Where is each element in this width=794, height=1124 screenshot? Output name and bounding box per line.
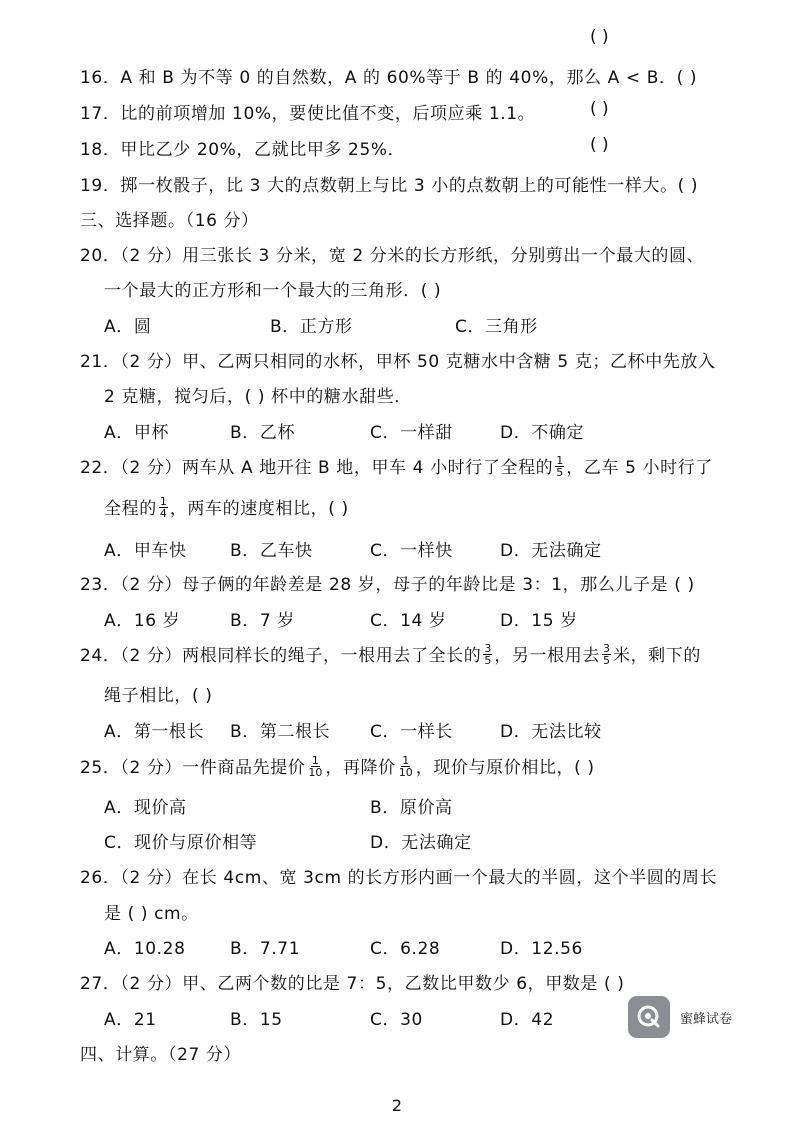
fraction-three-fifths-meters: $\frac{3}{5}$ — [602, 641, 610, 667]
question-25-option-a: A．现价高 — [104, 798, 187, 818]
question-25-option-d: D．无法确定 — [370, 833, 472, 853]
question-26-option-a: A．10.28 — [104, 939, 186, 959]
question-22-line2-tail: ，两车的速度相比，( ) — [169, 499, 349, 519]
question-23-option-b: B．7 岁 — [230, 611, 295, 631]
question-21-line2: 2 克糖，搅匀后，( ) 杯中的糖水甜些． — [104, 387, 412, 407]
question-27-line1: 27．（2 分）甲、乙两个数的比是 7：5，乙数比甲数少 6，甲数是 ( ) — [80, 974, 625, 994]
question-18: 18．甲比乙少 20%，乙就比甲多 25%． — [80, 140, 406, 160]
question-24-line1-text: 24．（2 分）两根同样长的绳子，一根用去了全长的 — [80, 646, 482, 666]
question-17: 17．比的前项增加 10%，要使比值不变，后项应乘 1.1。 — [80, 104, 536, 124]
fraction-three-fifths: $\frac{3}{5}$ — [484, 641, 492, 667]
question-24-line1-tail: 米，剩下的 — [612, 646, 701, 666]
question-22-line2 — [104, 494, 349, 521]
question-25-line1-tail: ，现价与原价相比，( ) — [415, 758, 595, 778]
question-18-answer-paren: ( ) — [590, 135, 609, 155]
question-24-option-d: D．无法比较 — [500, 722, 602, 742]
question-21-option-d: D．不确定 — [500, 423, 585, 443]
question-23-option-c: C．14 岁 — [370, 611, 447, 631]
question-20-option-b: B．正方形 — [270, 317, 353, 337]
question-22-option-b: B．乙车快 — [230, 541, 313, 561]
question-22-option-a: A．甲车快 — [104, 541, 187, 561]
fraction-one-tenth-decrease: $\frac{1}{10}$ — [398, 753, 413, 779]
question-22-line1-text: 22．（2 分）两车从 A 地开往 B 地，甲车 4 小时行了全程的 — [80, 458, 554, 478]
question-21-option-b: B．乙杯 — [230, 423, 296, 443]
question-16: 16．A 和 B 为不等 0 的自然数，A 的 60%等于 B 的 40%，那么 A < B．( ) — [80, 68, 698, 88]
question-23-option-a: A．16 岁 — [104, 611, 181, 631]
question-26-option-b: B．7.71 — [230, 939, 301, 959]
bee-logo-icon — [628, 996, 670, 1038]
question-21-option-c: C．一样甜 — [370, 423, 453, 443]
question-26-line2: 是 ( ) cm。 — [104, 904, 199, 924]
question-26-line1: 26．（2 分）在长 4cm、宽 3cm 的长方形内画一个最大的半圆，这个半圆的周长 — [80, 868, 718, 888]
question-25-option-b: B．原价高 — [370, 798, 453, 818]
page-number: 2 — [391, 1096, 403, 1115]
question-24-line1-mid: ，另一根用去 — [494, 646, 600, 666]
question-23-line1: 23．（2 分）母子俩的年龄差是 28 岁，母子的年龄比是 3：1，那么儿子是 ( ) — [80, 575, 695, 595]
question-20-line1: 20．（2 分）用三张长 3 分米，宽 2 分米的长方形纸，分别剪出一个最大的圆、 — [80, 246, 705, 266]
question-25-line1-text: 25．（2 分）一件商品先提价 — [80, 758, 306, 778]
question-23-option-d: D．15 岁 — [500, 611, 578, 631]
fraction-one-fifth: $\frac{1}{5}$ — [556, 453, 564, 479]
question-22-option-d: D．无法确定 — [500, 541, 602, 561]
question-17-answer-paren: ( ) — [590, 99, 609, 119]
question-24-line1 — [80, 641, 701, 668]
section-heading-choice: 三、选择题。（16 分） — [80, 211, 259, 231]
question-27-option-b: B．15 — [230, 1010, 283, 1030]
question-21-line1: 21．（2 分）甲、乙两只相同的水杯，甲杯 50 克糖水中含糖 5 克；乙杯中先放入 — [80, 352, 716, 372]
watermark — [628, 996, 732, 1038]
question-25-line1 — [80, 753, 595, 780]
question-22-line2-text: 全程的 — [104, 499, 157, 519]
question-22-line1 — [80, 453, 713, 480]
question-27-option-c: C．30 — [370, 1010, 423, 1030]
question-20-line2: 一个最大的正方形和一个最大的三角形．( ) — [104, 281, 442, 301]
question-24-line2: 绳子相比，( ) — [104, 686, 213, 706]
question-20-option-a: A．圆 — [104, 317, 152, 337]
question-24-option-b: B．第二根长 — [230, 722, 331, 742]
question-26-option-c: C．6.28 — [370, 939, 441, 959]
fraction-one-fourth: $\frac{1}{4}$ — [159, 494, 167, 520]
question-22-option-c: C．一样快 — [370, 541, 453, 561]
fraction-one-tenth-increase: $\frac{1}{10}$ — [308, 753, 323, 779]
question-27-option-d: D．42 — [500, 1010, 555, 1030]
question-26-option-d: D．12.56 — [500, 939, 583, 959]
previous-answer-paren: ( ) — [590, 27, 609, 47]
question-27-option-a: A．21 — [104, 1010, 157, 1030]
question-25-option-c: C．现价与原价相等 — [104, 833, 258, 853]
watermark-text: 蜜蜂试卷 — [680, 1011, 733, 1027]
question-19: 19．掷一枚骰子，比 3 大的点数朝上与比 3 小的点数朝上的可能性一样大。( ) — [80, 176, 699, 196]
question-20-option-c: C．三角形 — [455, 317, 538, 337]
section-heading-calculation: 四、计算。（27 分） — [80, 1045, 242, 1065]
question-22-line1-tail: ，乙车 5 小时行了 — [566, 458, 713, 478]
question-25-line1-mid: ，再降价 — [325, 758, 396, 778]
question-24-option-a: A．第一根长 — [104, 722, 205, 742]
question-24-option-c: C．一样长 — [370, 722, 453, 742]
question-21-option-a: A．甲杯 — [104, 423, 170, 443]
